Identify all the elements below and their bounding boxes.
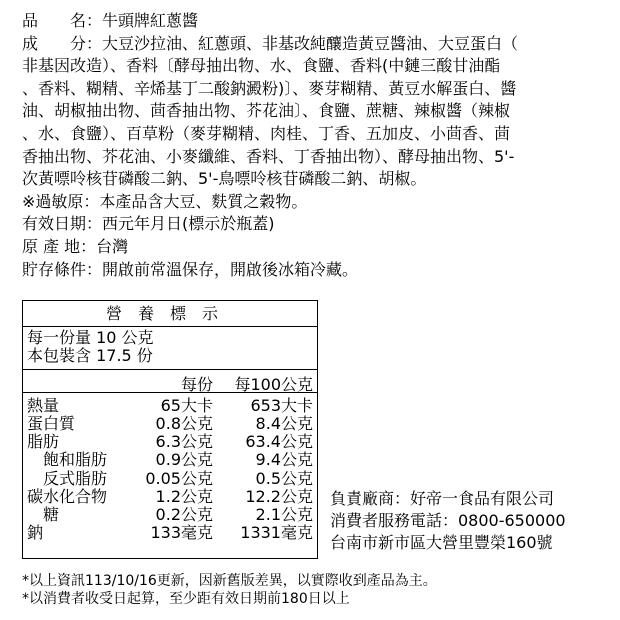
origin-line: 原 產 地：台灣 [22, 236, 129, 256]
servings-per-package: 本包裝含 17.5 份 [27, 346, 153, 365]
nutrient-name: 碳水化合物 [27, 487, 108, 506]
header-per-serving: 每份 [180, 375, 213, 394]
per-100g-value: 63.4公克 [245, 432, 313, 451]
per-serving-value: 0.8公克 [155, 414, 213, 433]
nutrition-row [23, 488, 317, 506]
per-serving-value: 0.05公克 [145, 469, 213, 488]
nutrition-row [23, 397, 317, 415]
nutrition-column-headers [23, 370, 317, 392]
per-serving-value: 133毫克 [150, 523, 213, 542]
per-100g-value: 8.4公克 [255, 414, 313, 433]
nutrition-row [23, 506, 317, 524]
nutrient-name: 鈉 [27, 523, 44, 542]
manufacturer-info [330, 488, 566, 554]
serving-size: 每一份量 10 公克 [27, 328, 154, 347]
per-100g-value: 0.5公克 [255, 469, 313, 488]
ingredients-line: 次黃嘌呤核苷磷酸二鈉、5'-鳥嘌呤核苷磷酸二鈉、胡椒。 [22, 169, 427, 189]
nutrient-name: 熱量 [27, 396, 60, 415]
customer-service-phone: 消費者服務電話：0800-650000 [330, 511, 566, 530]
nutrition-row [23, 415, 317, 433]
ingredients-line: 香抽出物、芥花油、小麥纖維、香料、丁香抽出物）、酵母抽出物、5'- [22, 146, 515, 166]
per-100g-value: 12.2公克 [245, 487, 313, 506]
per-serving-value: 0.9公克 [155, 450, 213, 469]
header-per-100g: 每100公克 [234, 375, 313, 394]
nutrient-name: 脂肪 [27, 432, 60, 451]
ingredients-line: 、水、食鹽）、百草粉（麥芽糊精、肉桂、丁香、五加皮、小茴香、茴 [22, 123, 511, 143]
nutrition-title: 營養標示 [23, 301, 317, 327]
per-100g-value: 653大卡 [250, 396, 313, 415]
footnotes [22, 572, 437, 608]
per-100g-value: 2.1公克 [255, 505, 313, 524]
nutrient-name: 反式脂肪 [27, 469, 108, 488]
nutrient-name: 糖 [27, 505, 60, 524]
per-100g-value: 9.4公克 [255, 450, 313, 469]
ingredients-line: 、香料、糊精、辛烯基丁二酸鈉澱粉)〕、麥芽糊精、黃豆水解蛋白、醬 [22, 78, 517, 98]
per-serving-value: 65大卡 [160, 396, 213, 415]
per-serving-value: 1.2公克 [155, 487, 213, 506]
nutrient-name: 蛋白質 [27, 414, 76, 433]
ingredients-line: 油、胡椒抽出物、茴香抽出物、芥花油〕、食鹽、蔗糖、辣椒醬（辣椒 [22, 101, 511, 121]
per-100g-value: 1331毫克 [240, 523, 313, 542]
footnote-shelf-life: *以消費者收受日起算，至少距有效日期前180日以上 [22, 591, 350, 607]
nutrient-name: 飽和脂肪 [27, 450, 108, 469]
expiry-line: 有效日期：西元年月日(標示於瓶蓋) [22, 214, 275, 234]
footnote-update: *以上資訊113/10/16更新，因新舊版差異，以實際收到產品為主。 [22, 573, 437, 589]
per-serving-value: 0.2公克 [155, 505, 213, 524]
storage-line: 貯存條件：開啟前常溫保存，開啟後冰箱冷藏。 [22, 259, 359, 279]
nutrition-row [23, 433, 317, 451]
per-serving-value: 6.3公克 [155, 432, 213, 451]
nutrition-rows [23, 393, 317, 557]
nutrition-row [23, 451, 317, 469]
ingredients-line: 非基因改造）、香料〔酵母抽出物、水、食鹽、香料(中鏈三酸甘油酯 [22, 56, 501, 76]
allergen-line: ※過敏原：本產品含大豆、麩質之穀物。 [22, 191, 308, 211]
serving-info [23, 327, 317, 365]
ingredients-line: 成 分：大豆沙拉油、紅蔥頭、非基改純釀造黃豆醬油、大豆蛋白（ [22, 33, 519, 53]
manufacturer-address: 台南市新市區大營里豐榮160號 [330, 533, 553, 552]
product-name-line: 品 名：牛頭牌紅蔥醬 [22, 11, 199, 30]
nutrition-row [23, 470, 317, 488]
manufacturer-name: 負責廠商：好帝一食品有限公司 [330, 489, 555, 508]
ingredient-label [22, 10, 610, 281]
nutrition-facts-table [22, 300, 318, 559]
nutrition-row [23, 524, 317, 542]
